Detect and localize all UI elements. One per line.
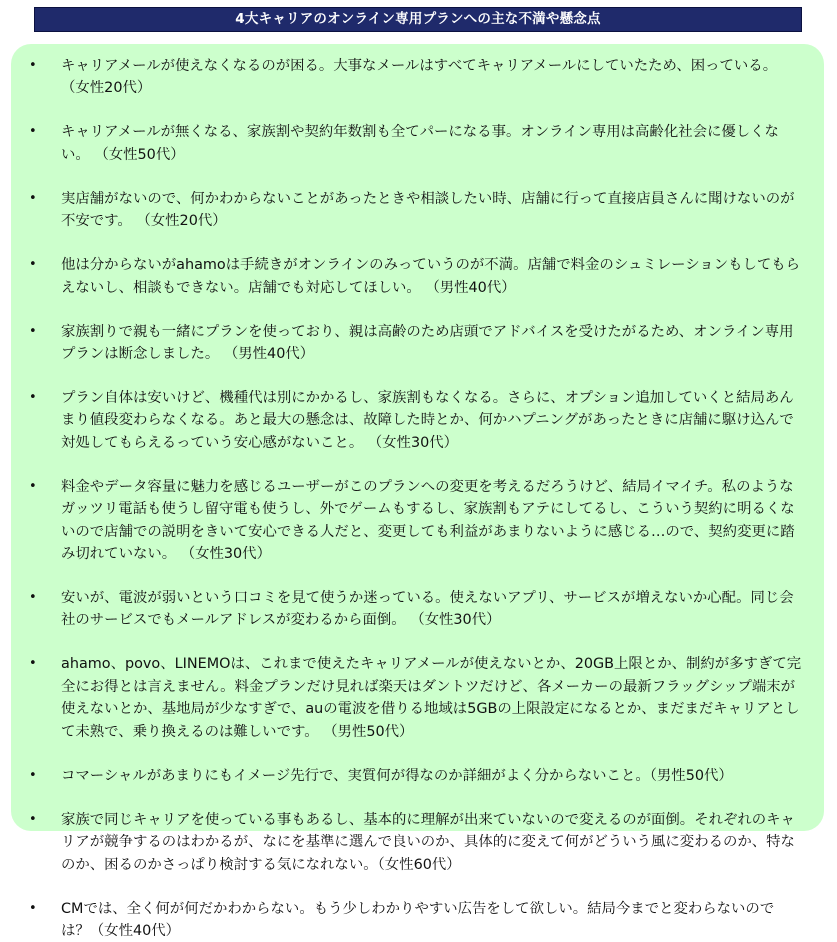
list-item <box>29 254 802 299</box>
bullet-icon: • <box>29 387 37 409</box>
comment-text: 家族割りで親も一緒にプランを使っており、親は高齢のため店頭でアドバイスを受けたがるため、オンライン専用プランは断念しました。 （男性40代） <box>61 324 794 362</box>
list-item <box>29 476 802 566</box>
comments-panel <box>11 44 824 831</box>
comment-text: キャリアメールが使えなくなるのが困る。大事なメールはすべてキャリアメールにしていたため、困っている。 （女性20代） <box>61 58 777 96</box>
comment-text: コマーシャルがあまりにもイメージ先行で、実質何が得なのか詳細がよく分からないこと。（男性50代） <box>61 768 733 784</box>
bullet-icon: • <box>29 321 37 343</box>
list-item <box>29 898 802 942</box>
list-item <box>29 809 802 876</box>
list-item <box>29 321 802 366</box>
comment-text: 他は分からないがahamoは手続きがオンラインのみっていうのが不満。店舗で料金のシュミレーションもしてもらえないし、相談もできない。店舗でも対応してほしい。 （男性40代） <box>61 257 800 295</box>
bullet-icon: • <box>29 653 37 675</box>
comment-text: 実店舗がないので、何かわからないことがあったときや相談したい時、店舗に行って直接店員さんに聞けないのが不安です。 （女性20代） <box>61 191 795 229</box>
bullet-icon: • <box>29 765 37 787</box>
comment-text: CMでは、全く何が何だかわからない。もう少しわかりやすい広告をして欲しい。結局今までと変わらないのでは？（女性40代） <box>61 901 774 939</box>
bullet-icon: • <box>29 898 37 920</box>
bullet-icon: • <box>29 188 37 210</box>
bullet-icon: • <box>29 476 37 498</box>
list-item <box>29 55 802 100</box>
bullet-icon: • <box>29 121 37 143</box>
list-item <box>29 387 802 454</box>
list-item <box>29 587 802 632</box>
bullet-icon: • <box>29 254 37 276</box>
comment-text: キャリアメールが無くなる、家族割や契約年数割も全てパーになる事。オンライン専用は高齢化社会に優しくない。 （女性50代） <box>61 124 779 162</box>
bullet-icon: • <box>29 587 37 609</box>
comment-text: プラン自体は安いけど、機種代は別にかかるし、家族割もなくなる。さらに、オプション追加していくと結局あんまり値段変わらなくなる。あと最大の懸念は、故障した時とか、何かハプニングがあったときに店舗に駆け込んで対処してもらえるっていう安心感がないこと。 （女性30代） <box>61 390 794 451</box>
bullet-icon: • <box>29 55 37 77</box>
comment-text: ahamo、povo、LINEMOは、これまで使えたキャリアメールが使えないとか、20GB上限とか、制約が多すぎて完全にお得とは言えません。料金プランだけ見れば楽天はダントツだけど、各メーカーの最新フラッグシップ端末が使えないとか、基地局が少なすぎで、auの電波を借りる地域は5GBの上限設定になるとか、まだまだキャリアとして未熟で、乗り換えるのは難しいです。 （男性50代） <box>61 656 801 739</box>
list-item <box>29 765 802 787</box>
comment-text: 家族で同じキャリアを使っている事もあるし、基本的に理解が出来ていないので変えるのが面倒。それぞれのキャリアが競争するのはわかるが、なにを基準に選んで良いのか、具体的に変えて何がどういう風に変わるのか、特なのか、困るのかさっぱり検討する気になれない。（女性60代） <box>61 812 795 873</box>
bullet-icon: • <box>29 809 37 831</box>
list-item <box>29 188 802 233</box>
comment-text: 料金やデータ容量に魅力を感じるユーザーがこのプランへの変更を考えるだろうけど、結局イマイチ。私のようなガッツリ電話も使うし留守電も使うし、外でゲームもするし、家族割もアテにしてるし、こういう契約に明るくないので店舗での説明をきいて安心できる人だと、変更しても利益があまりないように感じる…ので、契約変更に踏み切れていない。 （女性30代） <box>61 479 795 562</box>
page-title: 4大キャリアのオンライン専用プランへの主な不満や懸念点 <box>34 7 802 32</box>
comment-list <box>29 55 802 942</box>
list-item <box>29 121 802 166</box>
list-item <box>29 653 802 743</box>
comment-text: 安いが、電波が弱いという口コミを見て使うか迷っている。使えないアプリ、サービスが増えないか心配。同じ会社のサービスでもメールアドレスが変わるから面倒。 （女性30代） <box>61 590 794 628</box>
